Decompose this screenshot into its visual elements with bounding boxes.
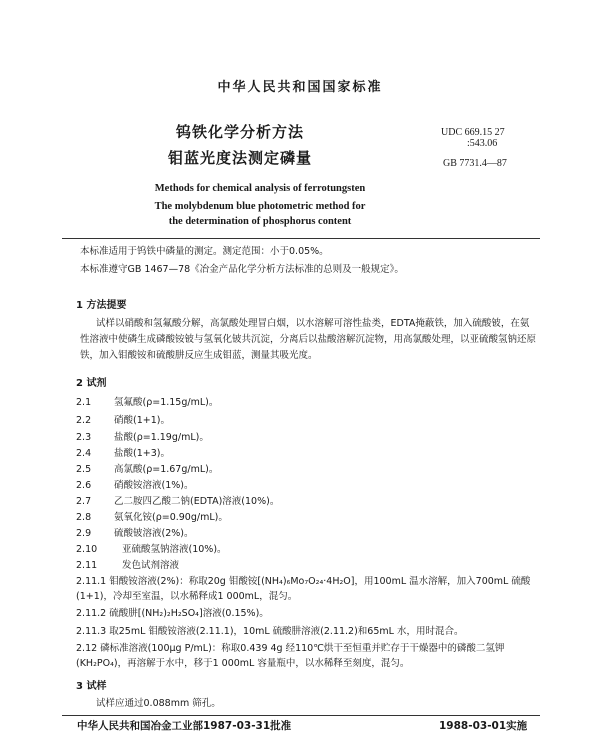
reagent-text: 盐酸(ρ=1.19g/mL)。 [114, 432, 209, 443]
reagent-text: 硫酸铍溶液(2%)。 [114, 528, 194, 539]
intro-compliance: 本标准遵守GB 1467—78《冶金产品化学分析方法标准的总则及一般规定》。 [80, 264, 404, 275]
gb-number: GB 7731.4—87 [443, 158, 507, 169]
reagent-num: 2.7 [76, 496, 92, 507]
reagent-item [76, 494, 279, 510]
national-standard-header: 中华人民共和国国家标准 [217, 80, 383, 95]
reagent-num: 2.2 [76, 415, 92, 426]
title-cn-line1: 钨铁化学分析方法 [175, 123, 304, 141]
udc-code-cont: :543.06 [467, 138, 498, 149]
reagent-text: 氢氟酸(ρ=1.15g/mL)。 [114, 397, 219, 408]
header-divider [62, 238, 540, 239]
reagent-2-11-3: 2.11.3 取25mL 钼酸铵溶液(2.11.1)，10mL 硫酸肼溶液(2.11.2)和65mL 水，用时混合。 [76, 626, 464, 637]
reagent-2-12: 2.12 磷标准溶液(100μg P/mL)：称取0.439 4g 经110℃烘干至恒重并贮存于干燥器中的磷酸二氢钾(KH₂PO₄)，再溶解于水中，移于1 000mL 容量瓶中，以水稀释至刻度，混匀。 [76, 643, 505, 669]
reagent-2-11-2: 2.11.2 硫酸肼[(NH₂)₂H₂SO₄]溶液(0.15%)。 [76, 608, 269, 619]
section-1-text: 试样以硝酸和氢氟酸分解，高氯酸处理冒白烟，以水溶解可溶性盐类，EDTA掩蔽铁，加入硫酸铍，在氨性溶液中使磷生成磷酸铵铍与氢氧化铍共沉淀，分离后以盐酸溶解沉淀物，用高氯酸处理，以亚硫酸氢钠还原铁，加入钼酸铵和硫酸肼反应生成钼蓝，测量其吸光度。 [80, 318, 537, 361]
reagent-num: 2.11 [76, 560, 98, 571]
implementation-date: 1988-03-01实施 [439, 720, 528, 732]
reagent-item [76, 558, 179, 574]
reagent-num: 2.3 [76, 432, 92, 443]
reagent-item [76, 413, 170, 429]
reagent-num: 2.1 [76, 397, 92, 408]
section-3-text: 试样应通过0.088mm 筛孔。 [96, 698, 221, 709]
intro-scope: 本标准适用于钨铁中磷量的测定。测定范围：小于0.05%。 [80, 246, 329, 257]
reagent-num: 2.9 [76, 528, 92, 539]
reagent-item [76, 446, 170, 462]
reagent-text: 硝酸铵溶液(1%)。 [114, 480, 194, 491]
reagent-2-11-1: 2.11.1 钼酸铵溶液(2%)：称取20g 钼酸铵[(NH₄)₆Mo₇O₂₄·4H₂O]，用100mL 温水溶解，加入700mL 硫酸(1+1)，冷却至室温，以水稀释成1 000mL，混匀。 [76, 576, 531, 602]
title-en-line1: Methods for chemical analysis of ferrotungsten [154, 183, 366, 194]
reagent-num: 2.4 [76, 448, 92, 459]
reagent-item [76, 395, 218, 411]
reagent-text: 氨氧化铵(ρ=0.90g/mL)。 [114, 512, 228, 523]
reagent-text: 高氯酸(ρ=1.67g/mL)。 [114, 464, 219, 475]
reagent-item [76, 462, 218, 478]
reagent-num: 2.8 [76, 512, 92, 523]
footer-divider [62, 715, 540, 716]
section-1-title: 1 方法提要 [76, 300, 127, 311]
reagent-item [76, 510, 228, 526]
reagent-item [76, 478, 193, 494]
reagent-text: 亚硫酸氢钠溶液(10%)。 [122, 544, 227, 555]
reagent-text: 发色试剂溶液 [122, 560, 180, 571]
reagent-item [76, 430, 209, 446]
title-cn-line2: 钼蓝光度法测定磷量 [167, 149, 312, 167]
approval-note: 中华人民共和国冶金工业部1987-03-31批准 [77, 720, 292, 732]
udc-code: UDC 669.15 27 [441, 127, 505, 138]
reagent-text: 乙二胺四乙酸二钠(EDTA)溶液(10%)。 [114, 496, 280, 507]
title-en-line3: the determination of phosphorus content [168, 216, 352, 227]
reagent-num: 2.6 [76, 480, 92, 491]
title-en-line2: The molybdenum blue photometric method for [154, 201, 366, 212]
section-2-title: 2 试剂 [76, 378, 107, 389]
reagent-num: 2.10 [76, 544, 98, 555]
reagent-text: 硝酸(1+1)。 [114, 415, 170, 426]
reagent-item [76, 542, 227, 558]
section-3-title: 3 试样 [76, 681, 107, 692]
reagent-text: 盐酸(1+3)。 [114, 448, 170, 459]
reagent-item [76, 526, 193, 542]
reagent-num: 2.5 [76, 464, 92, 475]
